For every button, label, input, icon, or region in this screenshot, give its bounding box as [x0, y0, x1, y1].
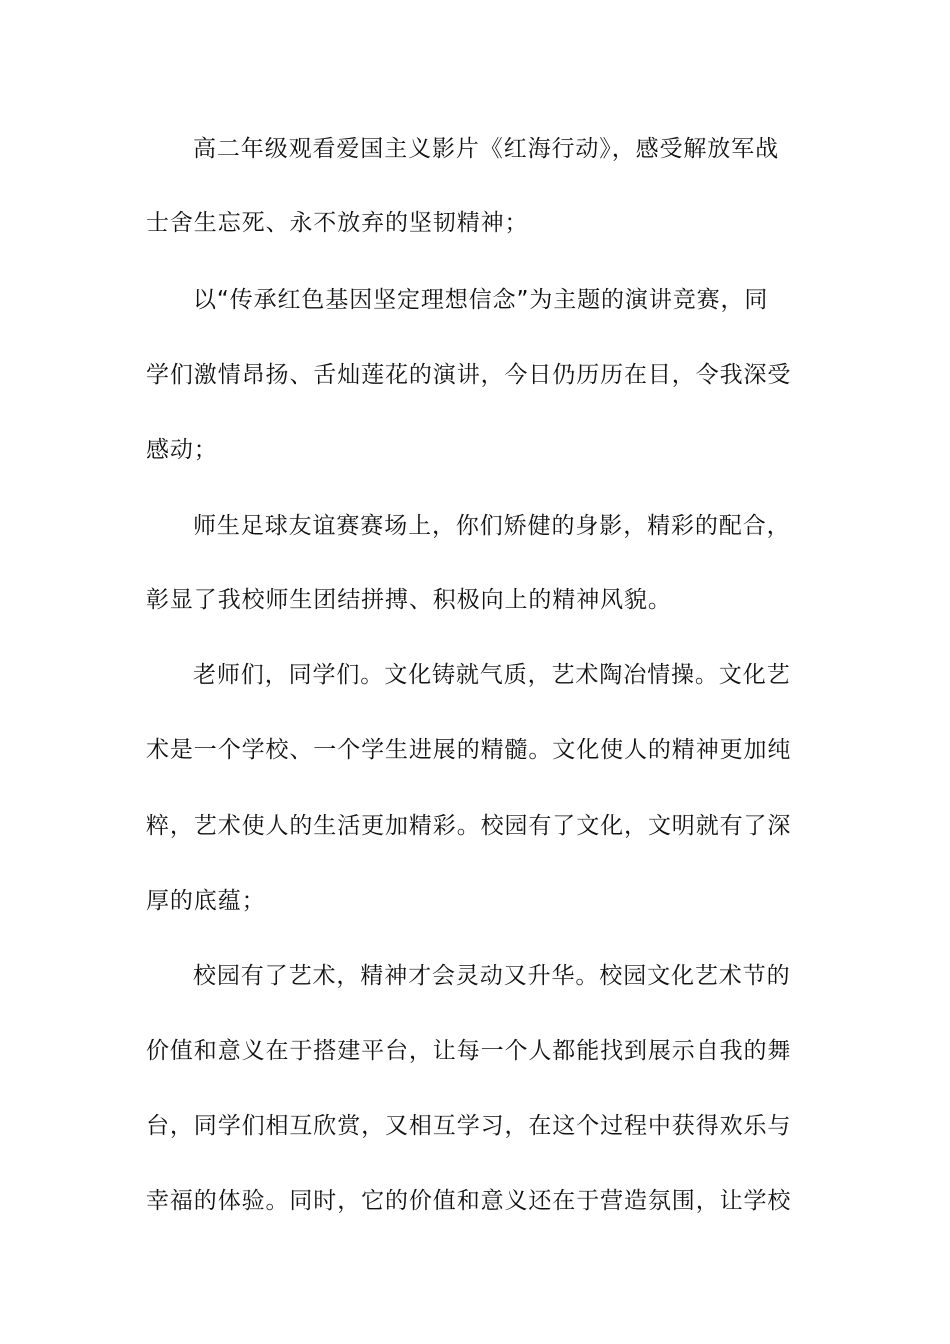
paragraph-5-line-3: 台，同学们相互欣赏，又相互学习，在这个过程中获得欢乐与: [146, 1113, 792, 1139]
paragraph-4-line-2: 术是一个学校、一个学生进展的精髓。文化使人的精神更加纯: [146, 737, 792, 763]
paragraph-3-line-1: 师生足球友谊赛赛场上，你们矫健的身影，精彩的配合，: [193, 513, 791, 539]
paragraph-1-line-1: 高二年级观看爱国主义影片《红海行动》，感受解放军战: [193, 136, 779, 162]
paragraph-5-line-2: 价值和意义在于搭建平台，让每一个人都能找到展示自我的舞: [146, 1038, 792, 1064]
paragraph-4-line-4: 厚的底蕴；: [146, 888, 266, 914]
paragraph-5-line-1: 校园有了艺术，精神才会灵动又升华。校园文化艺术节的: [193, 963, 791, 989]
paragraph-2-line-2: 学们激情昂扬、舌灿莲花的演讲，今日仍历历在目，令我深受: [146, 362, 792, 388]
paragraph-4-line-3: 粹，艺术使人的生活更加精彩。校园有了文化，文明就有了深: [146, 813, 792, 839]
paragraph-3-line-2: 彰显了我校师生团结拼搏、积极向上的精神风貌。: [146, 587, 672, 613]
paragraph-4-line-1: 老师们，同学们。文化铸就气质，艺术陶冶情操。文化艺: [193, 662, 791, 688]
paragraph-2-line-1: 以“传承红色基因坚定理想信念”为主题的演讲竞赛，同: [193, 287, 769, 313]
paragraph-2-line-3: 感动；: [146, 437, 218, 463]
paragraph-5-line-4: 幸福的体验。同时，它的价值和意义还在于营造氛围，让学校: [146, 1188, 792, 1214]
paragraph-1-line-2: 士舍生忘死、永不放弃的坚韧精神；: [146, 210, 529, 236]
